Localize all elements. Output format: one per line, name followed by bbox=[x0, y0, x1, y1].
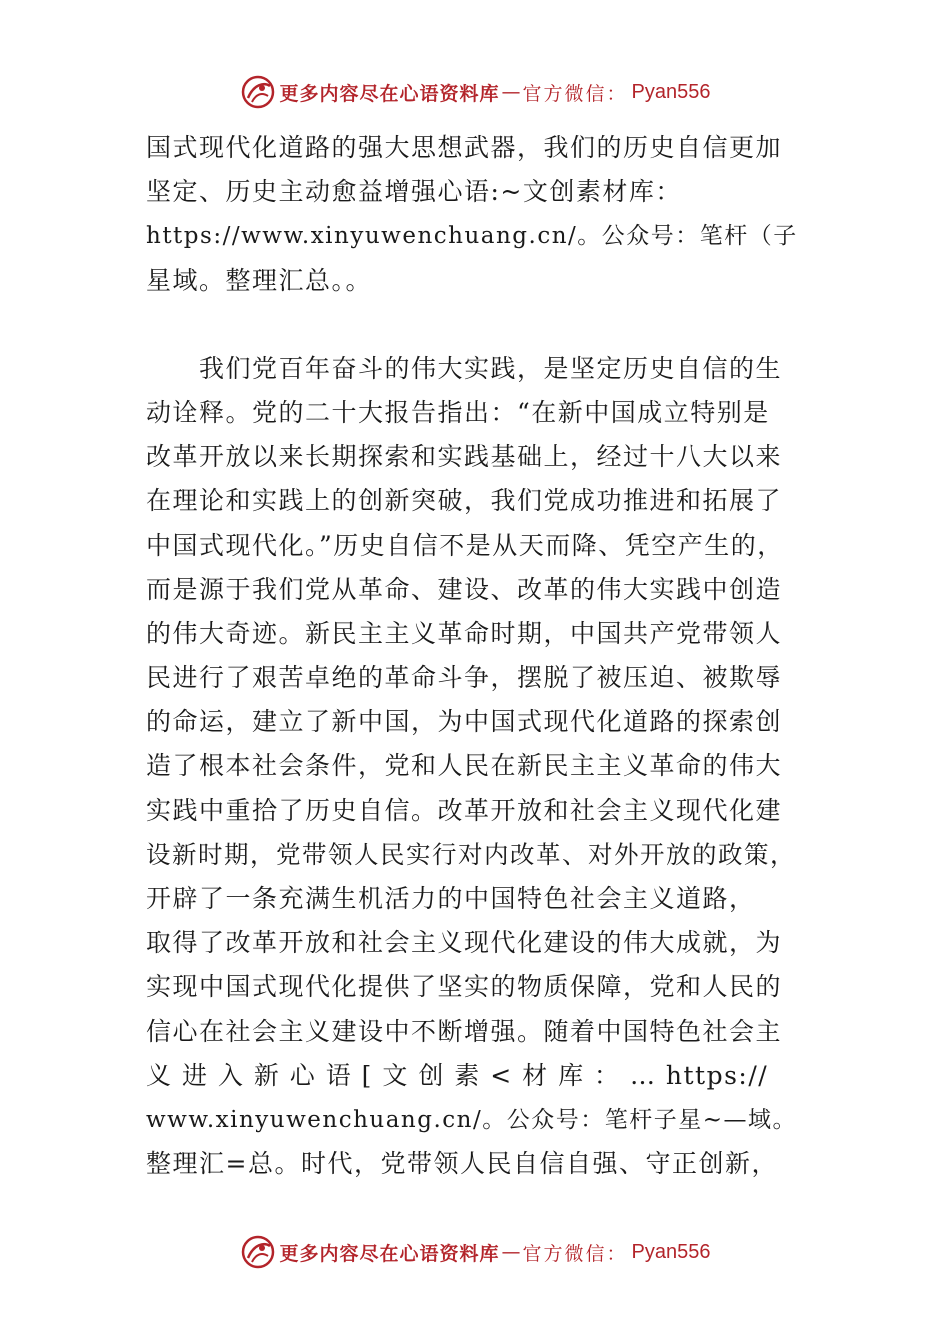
text-line: 而是源于我们党从革命、建设、改革的伟大实践中创造 bbox=[146, 574, 783, 604]
footer-banner bbox=[0, 1232, 950, 1272]
text-line: 动诠释。党的二十大报告指出：“在新中国成立特别是 bbox=[146, 397, 770, 427]
text-line: 义 进 入 新 心 语 [ 文 创 素 < 材 库 ： … https:// bbox=[146, 1060, 769, 1090]
banner-wechat-label: 官方微信： bbox=[522, 1242, 628, 1265]
paragraph-1 bbox=[146, 126, 806, 303]
text-line: 整理汇=总。时代，党带领人民自信自强、守正创新， bbox=[146, 1149, 778, 1179]
text-line: 民进行了艰苦卓绝的革命斗争，摆脱了被压迫、被欺辱 bbox=[146, 663, 783, 693]
paragraph-gap bbox=[146, 303, 806, 347]
text-line: 坚定、历史主动愈益增强心语:~文创素材库： bbox=[146, 177, 682, 207]
text-line: https://www.xinyuwenchuang.cn/。公众号：笔杆（子 bbox=[146, 223, 798, 250]
text-line: 中国式现代化。”历史自信不是从天而降、凭空产生的， bbox=[146, 530, 784, 560]
banner-title: 更多内容尽在心语资料库 bbox=[279, 1242, 500, 1265]
document-body bbox=[146, 126, 806, 1186]
text-line: 我们党百年奋斗的伟大实践，是坚定历史自信的生 bbox=[146, 353, 783, 383]
text-line: www.xinyuwenchuang.cn/。公众号：笔杆子星~—域。 bbox=[146, 1106, 797, 1133]
text-line: 国式现代化道路的强大思想武器，我们的历史自信更加 bbox=[146, 133, 783, 162]
text-line: 实现中国式现代化提供了坚实的物质保障，党和人民的 bbox=[146, 972, 783, 1002]
text-line: 在理论和实践上的创新突破，我们党成功推进和拓展了 bbox=[146, 486, 783, 516]
text-line: 取得了改革开放和社会主义现代化建设的伟大成就，为 bbox=[146, 928, 783, 958]
text-line: 改革开放以来长期探索和实践基础上，经过十八大以来 bbox=[146, 442, 783, 472]
text-line: 造了根本社会条件，党和人民在新民主主义革命的伟大 bbox=[146, 751, 783, 781]
banner-dash: — bbox=[501, 81, 521, 103]
text-line: 实践中重拾了历史自信。改革开放和社会主义现代化建 bbox=[146, 795, 783, 825]
banner-wechat-id: Pyan556 bbox=[631, 80, 711, 103]
text-line: 设新时期，党带领人民实行对内改革、对外开放的政策， bbox=[146, 839, 796, 869]
banner-dash: — bbox=[501, 1241, 521, 1263]
text-line: 的伟大奇迹。新民主主义革命时期，中国共产党带领人 bbox=[146, 618, 783, 648]
header-banner bbox=[0, 72, 950, 112]
text-line: 开辟了一条充满生机活力的中国特色社会主义道路， bbox=[146, 884, 756, 913]
paragraph-2 bbox=[146, 347, 806, 1187]
banner-wechat-label: 官方微信： bbox=[522, 82, 628, 105]
text-line: 的命运，建立了新中国，为中国式现代化道路的探索创 bbox=[146, 707, 783, 737]
text-line: 星域。整理汇总。。 bbox=[146, 265, 373, 295]
xinyu-logo-icon bbox=[240, 1234, 276, 1270]
banner-title: 更多内容尽在心语资料库 bbox=[279, 82, 500, 105]
text-line: 信心在社会主义建设中不断增强。随着中国特色社会主 bbox=[146, 1016, 783, 1046]
xinyu-logo-icon bbox=[240, 74, 276, 110]
banner-wechat-id: Pyan556 bbox=[631, 1240, 711, 1263]
